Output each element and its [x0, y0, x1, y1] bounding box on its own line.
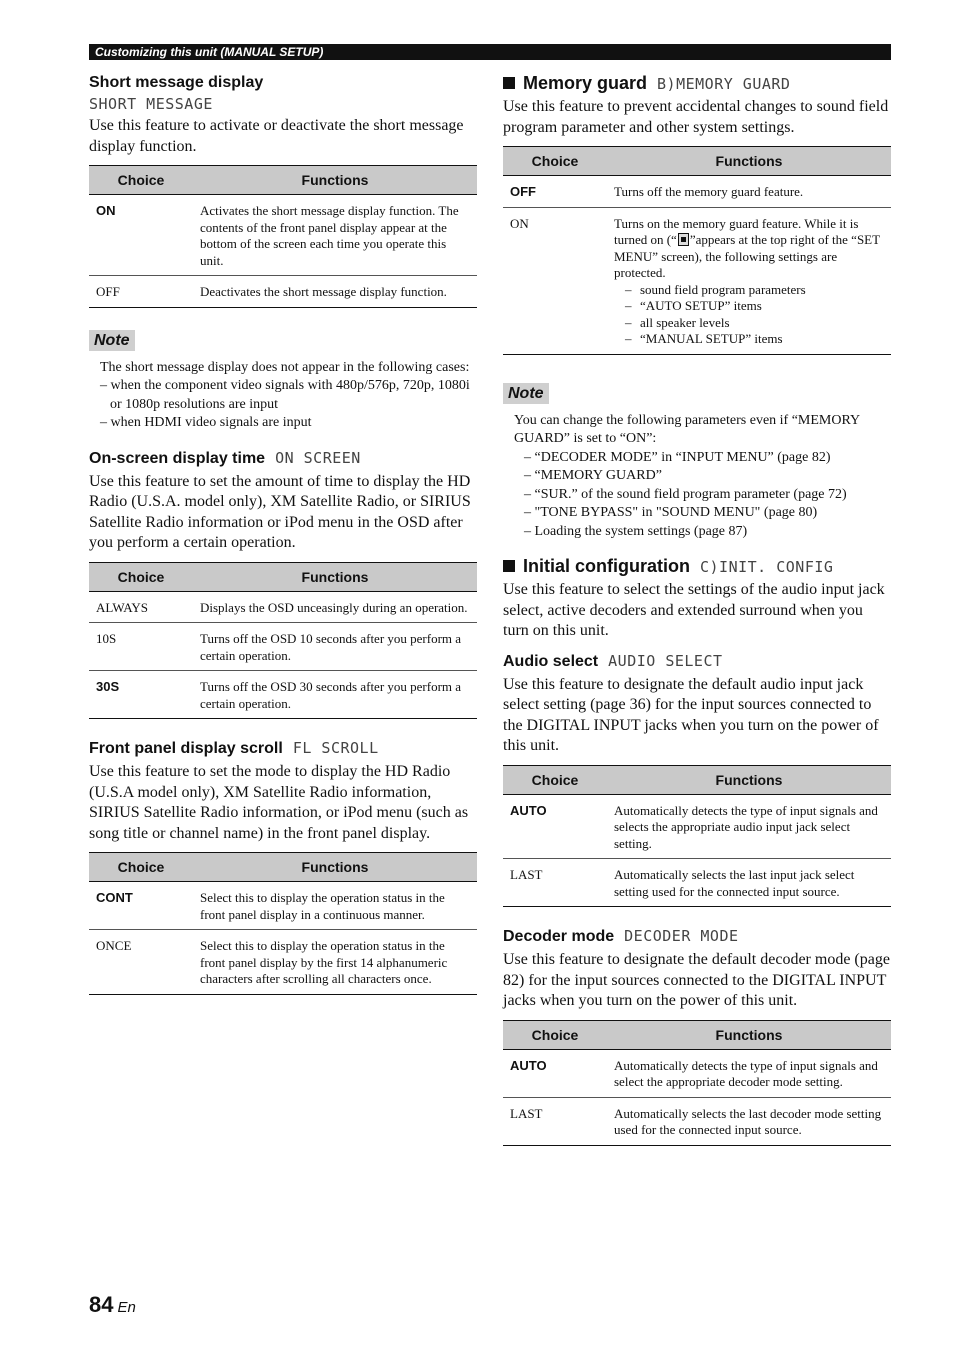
- column-header-functions: Functions: [193, 166, 477, 195]
- column-header-functions: Functions: [607, 1020, 891, 1049]
- audio-select-body: Use this feature to designate the default audio input jack select setting (page 36) for the input sources connected to the DIGITAL INPUT jacks when you turn on the power of this unit.: [503, 675, 879, 754]
- table-row: [89, 671, 477, 719]
- function-cell: Displays the OSD unceasingly during an operation.: [193, 591, 477, 623]
- function-cell: Turns off the OSD 10 seconds after you perform a certain operation.: [193, 623, 477, 671]
- protected-settings-list: [614, 282, 885, 348]
- note-item: – “SUR.” of the sound field program parameter (page 72): [524, 486, 847, 502]
- fl-scroll-title: [89, 737, 477, 760]
- function-cell: Automatically selects the last input jack select setting used for the connected input source.: [607, 859, 891, 907]
- choice-cell: OFF: [503, 176, 607, 208]
- decoder-mode-body: Use this feature to designate the default decoder mode (page 82) for the input sources connected to the DIGITAL INPUT jacks when you turn on the power of this unit.: [503, 951, 890, 1009]
- choice-cell: ONCE: [89, 930, 193, 995]
- on-screen-title-text: On-screen display time: [89, 449, 266, 467]
- audio-select-table: [503, 765, 891, 908]
- fl-scroll-title-text: Front panel display scroll: [89, 740, 283, 757]
- audio-select-title-text: Audio select: [503, 652, 599, 670]
- function-cell: Deactivates the short message display function.: [193, 276, 477, 308]
- choice-cell: AUTO: [503, 794, 607, 859]
- function-cell: Automatically selects the last decoder mode setting used for the connected input source.: [607, 1097, 891, 1145]
- column-header-choice: Choice: [503, 765, 607, 794]
- note-intro: The short message display does not appear in the following cases:: [100, 359, 470, 375]
- fl-scroll-body: Use this feature to set the mode to display the HD Radio (U.S.A model only), XM Satellite Radio information, SIRIUS Satellite Radio information, or iPod menu (such as song title or channel name) in the front panel display.: [89, 763, 469, 842]
- column-header-choice: Choice: [89, 853, 193, 882]
- page-number: [89, 1292, 136, 1318]
- table-row: [89, 882, 477, 930]
- note-item: – "TONE BYPASS" in "SOUND MENU" (page 80): [524, 505, 818, 520]
- short-message-lcd: SHORT MESSAGE: [89, 95, 213, 113]
- choice-cell: 30S: [89, 671, 193, 719]
- table-row: [89, 276, 477, 308]
- init-config-title-text: Initial configuration: [523, 556, 690, 576]
- column-header-functions: Functions: [193, 562, 477, 591]
- fl-scroll-lcd: FL SCROLL: [292, 739, 379, 757]
- memory-guard-title: [503, 72, 891, 95]
- note-body: [89, 359, 477, 433]
- list-item: – all speaker levels: [640, 315, 885, 332]
- note-item: – “DECODER MODE” in “INPUT MENU” (page 82): [524, 449, 831, 465]
- choice-cell: CONT: [89, 882, 193, 930]
- list-item: – “AUTO SETUP” items: [640, 298, 885, 315]
- function-text-b: ”appears at the top right of the “SET MENU” screen), the following settings are protected.: [614, 232, 880, 280]
- table-row: [89, 195, 477, 276]
- section-square-icon: [503, 77, 515, 89]
- function-cell: Turns off the OSD 30 seconds after you perform a certain operation.: [193, 671, 477, 719]
- init-config-body: Use this feature to select the settings of the audio input jack select, active decoders and extended surround when you turn on this unit.: [503, 581, 885, 639]
- table-row: [503, 1097, 891, 1145]
- choice-cell: ON: [89, 195, 193, 276]
- choice-cell: AUTO: [503, 1049, 607, 1097]
- table-row: [503, 207, 891, 354]
- right-column: [503, 72, 891, 1164]
- note-body: [503, 412, 891, 542]
- memory-guard-lock-icon: [678, 233, 689, 246]
- function-cell: [607, 207, 891, 354]
- memory-guard-body: Use this feature to prevent accidental changes to sound field program parameter and other system settings.: [503, 98, 889, 136]
- audio-select-title: [503, 650, 891, 673]
- fl-scroll-table: [89, 852, 477, 995]
- list-item: – “MANUAL SETUP” items: [640, 331, 885, 348]
- column-header-choice: Choice: [503, 1020, 607, 1049]
- short-message-body: Use this feature to activate or deactivate the short message display function.: [89, 117, 464, 155]
- on-screen-body: Use this feature to set the amount of time to display the HD Radio (U.S.A. model only), XM Satellite Radio, or SIRIUS Satellite Radio information or iPod menu in the OSD after you perform a certain operation.: [89, 472, 471, 551]
- note-label: Note: [503, 383, 549, 404]
- function-cell: Automatically detects the type of input signals and selects the appropriate audio input jack select setting.: [607, 794, 891, 859]
- decoder-mode-title-text: Decoder mode: [503, 928, 615, 945]
- init-config-lcd: C)INIT. CONFIG: [700, 558, 834, 576]
- choice-cell: 10S: [89, 623, 193, 671]
- choice-cell: OFF: [89, 276, 193, 308]
- table-row: [503, 794, 891, 859]
- column-header-choice: Choice: [89, 166, 193, 195]
- table-row: [89, 930, 477, 995]
- decoder-mode-lcd: DECODER MODE: [624, 927, 739, 945]
- page-number-value: 84: [89, 1292, 114, 1317]
- function-cell: Select this to display the operation status in the front panel display by the first 14 alphanumeric characters after scrolling all characters once.: [193, 930, 477, 995]
- function-cell: Select this to display the operation status in the front panel display in a continuous manner.: [193, 882, 477, 930]
- column-header-functions: Functions: [607, 765, 891, 794]
- on-screen-lcd: ON SCREEN: [275, 448, 361, 467]
- memory-guard-title-text: Memory guard: [523, 73, 648, 93]
- section-square-icon: [503, 560, 515, 572]
- choice-cell: LAST: [503, 1097, 607, 1145]
- column-header-functions: Functions: [607, 147, 891, 176]
- table-row: [503, 859, 891, 907]
- short-message-title: Short message display: [89, 74, 264, 91]
- table-row: [503, 176, 891, 208]
- page-language: En: [117, 1299, 136, 1316]
- short-message-table: [89, 165, 477, 308]
- memory-guard-table: [503, 146, 891, 355]
- init-config-title: [503, 555, 891, 578]
- table-row: [89, 623, 477, 671]
- audio-select-lcd: AUDIO SELECT: [608, 651, 723, 670]
- column-header-functions: Functions: [193, 853, 477, 882]
- table-row: [89, 591, 477, 623]
- left-column: [89, 72, 477, 1013]
- column-header-choice: Choice: [503, 147, 607, 176]
- list-item: – sound field program parameters: [640, 282, 885, 299]
- function-text-a: Turns on the memory guard feature. While it is turned on (“: [614, 215, 859, 247]
- choice-cell: ON: [503, 207, 607, 354]
- on-screen-title: [89, 447, 477, 470]
- function-cell: Turns off the memory guard feature.: [607, 176, 891, 208]
- choice-cell: LAST: [503, 859, 607, 907]
- decoder-mode-table: [503, 1020, 891, 1146]
- note-item: – Loading the system settings (page 87): [524, 523, 748, 539]
- on-screen-table: [89, 562, 477, 720]
- column-header-choice: Choice: [89, 562, 193, 591]
- note-label: Note: [89, 330, 135, 351]
- function-cell: Activates the short message display function. The contents of the front panel display appear at the bottom of the screen each time you operate this unit.: [193, 195, 477, 276]
- function-cell: Automatically detects the type of input signals and select the appropriate decoder mode setting.: [607, 1049, 891, 1097]
- note-item: – when the component video signals with 480p/576p, 720p, 1080i or 1080p resolutions are input: [100, 378, 470, 412]
- memory-guard-lcd: B)MEMORY GUARD: [657, 75, 791, 93]
- note-intro: You can change the following parameters even if “MEMORY GUARD” is set to “ON”:: [514, 412, 860, 446]
- decoder-mode-title: [503, 925, 891, 948]
- section-header-bar: Customizing this unit (MANUAL SETUP): [89, 44, 891, 60]
- note-item: – “MEMORY GUARD”: [524, 468, 662, 483]
- note-item: – when HDMI video signals are input: [100, 415, 312, 430]
- table-row: [503, 1049, 891, 1097]
- choice-cell: ALWAYS: [89, 591, 193, 623]
